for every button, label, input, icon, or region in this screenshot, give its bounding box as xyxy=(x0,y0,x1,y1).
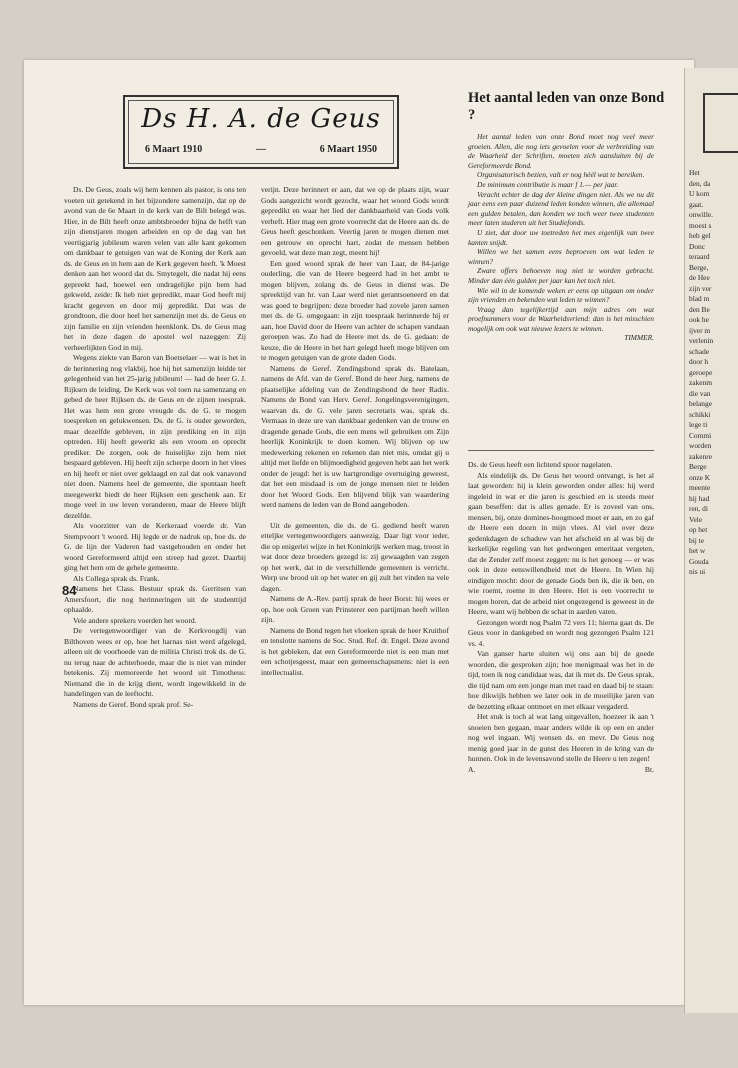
fragment-line: worden xyxy=(689,441,712,450)
article-title-box xyxy=(123,95,399,169)
paragraph: Namens de Geref. Zendingsbond sprak ds. Batelaan, namens de Afd. van de Geref. Bond de heer Jurg, namens de plaatselijke afdeling van de Zendingsbond de heer Radix. Namens de Bond van Herv. Geref. Jongelingsverenigingen, waarvan ds. de G. vele jaren secretaris was, sprak ds. Vermaas in deze ure van dankbaar gedenken van de trouw en dragende genade Gods, die een mens wil gebruiken om Zijn heerlijk Koninkrijk te doen komen. Wij blijven op uw medewerking rekenen en rekenen dan niet mis, omdat gij u altijd met liefde en blijmoedigheid gegeven hebt aan het werk onder de jeugd: het is uw hartgrondige overtuiging geweest, dat het een misdaad is om de jonge mensen niet te leiden door het Woord Gods. Een blijvend blijk van waardering werd namens de leden van de Bond aangeboden. xyxy=(261,363,449,509)
intro-paragraph: Wie wil in de komende weken er eens op uitgaan om onder zijn vrienden en bekenden wat leden te winnen? xyxy=(468,285,654,305)
adjacent-title-box xyxy=(703,93,738,153)
fragment-line: Vele xyxy=(689,514,703,524)
adjacent-page-edge xyxy=(684,68,738,1013)
fragment-line: heb gel xyxy=(689,231,711,240)
fragment-line: zakenm xyxy=(689,378,712,387)
paragraph: Namens het Class. Bestuur sprak ds. Gerritsen van Amersfoort, die nog herinneringen uit de studenttijd ophaalde. xyxy=(64,584,246,614)
fragment-line: onwille. xyxy=(689,210,714,219)
fragment-line: Het xyxy=(689,168,700,177)
fragment-line: ren, di xyxy=(689,504,708,513)
fragment-line: Berge xyxy=(689,462,707,471)
fragment-line: door h xyxy=(689,357,709,366)
fragment-line: moest s xyxy=(689,220,712,230)
fragment-line: nis ui xyxy=(689,567,706,576)
fragment-line: blad m xyxy=(689,294,710,303)
fragment-line: teraard xyxy=(689,252,710,261)
fragment-line: meente xyxy=(689,483,711,492)
paragraph: Namens de Geref. Bond sprak prof. Se- xyxy=(73,699,194,709)
adjacent-page-text xyxy=(689,168,737,578)
fragment-line: Donc xyxy=(689,241,706,251)
paragraph: Wegens ziekte van Baron van Boetselaer — wat is het in de herinnering nog vlakbij, hoe hij het samenzijn leidde ter gelegenheid van het 25-jarig jubileum! — had de heer G. J. Rijksen de leiding. De Kerk was vol toen na samenzang en gebed de heer Rijksen ds. de Geus en de zijnen toesprak. Het was hem een grote vreugde ds. de G. te mogen toespreken en gelukwensen. Ds. de G. is ouder geworden, maar dezelfde gebleven, in zijn prediking en in zijn optreden. Hij heeft gewerkt als een vroom en oprecht prediker. De zorgen, ook de huiselijke zijn hem niet bespaard gebleven. Hij heeft zijn scherpe doorn in het vlees en hij heeft er niet over geklaagd en zal dat ook vanavond niet doen. Namens heel de gemeente, die spontaan heeft meegewerkt biedt de heer Rijksen een geschenk aan. Er moge veel in uw leven veranderen, maar de Heere blijft dezelfde. xyxy=(64,353,246,520)
fragment-line: lege ti xyxy=(689,420,708,429)
article-dates xyxy=(145,144,377,155)
paragraph: Als voorzitter van de Kerkeraad voerde dr. Van Stempvoort 't woord. Hij legde er de nadruk op, hoe ds. de G. de lijn der Vaderen had vastgehouden en onder het woord Gereformeerd altijd een streep had gezet. Daarbij ging het hem om de gehele gemeente. xyxy=(64,521,246,572)
fragment-line: ijver m xyxy=(689,325,711,335)
paragraph: De vertegenwoordiger van de Kerkvoogdij van Bilthoven wees er op, hoe het harnas niet werd afgelegd, alleen uit de voorhoede van de militia Christi trok ds. de G. nu terug naar de achterhoede, maar die is niet van minder betekenis. Zij memoreerde het woord uit Timotheus: Niemand die in de krijg dient, wordt ingewikkeld in de handelingen van de leeftocht. xyxy=(64,626,246,698)
intro-paragraph: Veracht echter de dag der kleine dingen niet. Als we nu dit jaar eens een paar duizend leden konden winnen, die allemaal een gulden betalen, dan konden we toch weer twee studenten meer laten studeren uit het Studiefonds. xyxy=(468,189,654,228)
signoff xyxy=(468,765,654,776)
fragment-line: het w xyxy=(689,546,706,555)
fragment-line: onze K xyxy=(689,472,711,482)
date-dash: — xyxy=(256,144,266,155)
signoff-left: A. xyxy=(468,764,476,774)
page-number: 84 xyxy=(62,583,77,598)
fragment-line: zakenre xyxy=(689,451,712,461)
fragment-line: den, da xyxy=(689,178,711,188)
intro-paragraph: Organisatorisch bezien, valt er nog héél wat te bereiken. xyxy=(477,170,645,180)
paragraph: Als eindelijk ds. De Geus het woord ontvangt, is het al laat geworden: hij is klein geworden onder alles: hij werd ingeleid in wat er die jaren is geschied en is steeds meer gaan beseffen: dat is alles genade. Er is zoveel van ons, mensen, bij, onze domines-hoogmoed moet er aan, en zo gaf de Heere een doorn in mijn vlees. Al viel over deze gedenkdagen de schaduw van het afscheid en al was bij de kerkelijke regeling van het gedwongen emeritaat vergeten, dat de Zender zelf moest zeggen: nu is het genoeg — er was ook in deze eenswillendheid met de Heere. In Wien hij eindigen mocht: door de genade Gods ben ik, die ik ben, en wie roemt, roeme in den Heere. Het is een voorrecht te mogen horen, dat de arbeid niet ongezegend is geweest in de Heere, want wij hebben de schat in aarden vaten. xyxy=(468,470,654,616)
intro-paragraph: Het aantal leden van onze Bond moet nog veel meer groeien. Allen, die nog iets gevoelen voor de verbreiding van de Waarheid der Schriften, moeten zich aansluiten bij de Gereformeerde Bond. xyxy=(468,132,654,170)
fragment-line: bij te xyxy=(689,535,704,545)
fragment-line: Gouda xyxy=(689,556,709,566)
intro-paragraph: Zware offers behoeven nog niet te worden gebracht. Minder dan één gulden per jaar kan het toch niet. xyxy=(468,266,654,285)
date-right: 6 Maart 1950 xyxy=(319,144,377,155)
paragraph: Het stuk is toch al wat lang uitgevallen, hoezeer ik aan 't snoeien ben gegaan, maar anders wilde ik op een en ander nog wel ingaan. Wij wensen ds. en mevr. De Geus nog menig goed jaar in de gunst des Heeren in de kring van de hunnen. Ook in de levensavond stelle de Heere u ten zegen! xyxy=(468,712,654,763)
intro-paragraph: Willen we het samen eens beproeven om wat leden te winnen? xyxy=(468,247,654,266)
section-divider xyxy=(468,450,654,451)
paragraph: verijn. Deze herinnert er aan, dat we op de plaats zijn, waar Gods aangezicht wordt gezocht, waar het woord Gods wordt gepredikt en waar het lied der dankbaarheid van Gods volk verheft. Hier mag een grote voorrecht dat de Heere aan ds. de Geus heeft geschonken. Veertig jaren te mogen dienen met een getrouw en oprecht hart, zodat de mensen hebben gevoeld, wat deze man zegt, meent hij! xyxy=(261,185,449,257)
fragment-line: gaat. xyxy=(689,199,704,209)
paragraph: Namens de A.-Rev. partij sprak de heer Borst: hij wees er op, hoe ook Groen van Prinsterer een partijman heeft willen zijn. xyxy=(261,594,449,624)
paragraph: Ds. de Geus heeft een lichtend spoor nagelaten. xyxy=(468,460,613,469)
fragment-line: schikki xyxy=(689,409,711,419)
paragraph: Namens de Bond tegen het vloeken sprak de heer Kruithof en tenslotte namens de Soc. Stud. Ref. dr. Engel. Deze avond is het gebleken, dat een Gereformeerde niet is een man met een schotjesgeest, maar een gemeenschapsmens: niet is een intellectualist. xyxy=(261,625,449,677)
sidebar-intro xyxy=(468,132,654,343)
intro-paragraph: U ziet, dat door uw toetreden het mes eigenlijk van twee kanten snijdt. xyxy=(468,227,654,247)
fragment-line: geroepe xyxy=(689,367,713,377)
paragraph: Gezongen wordt nog Psalm 72 vers 11; hierna gaat ds. De Geus voor in dankgebed en wordt nog gezongen Psalm 121 vs. 4. xyxy=(468,617,654,648)
fragment-line: hij had xyxy=(689,493,710,503)
magazine-page xyxy=(24,60,694,1005)
paragraph: Vele andere sprekers voerden het woord. xyxy=(73,615,197,625)
fragment-line: die van xyxy=(689,388,711,398)
paragraph: Ds. De Geus, zoals wij hem kennen als pastor, is ons ten voeten uit getekend in het bijzondere samenzijn, dat op de avond van de 6e Maart in de kerk van de Bilt belegd was. Hier, in de Bilt heeft onze ambtsbroeder bijna de helft van zijn dienstjaren mogen arbeiden en op de dag van het veertigjarig jubileum waren velen van alle kant gekomen om dankbaar te getuigen van wat de Koning der Kerk aan ds. de Geus en in hem aan de Kerk gegeven heeft. 'k Moest denken aan het woord dat ds. Smytegelt, die nadat hij eens gepreekt had, hoewel een ondragelijke pijn hem had gekweld, zeide: Ik heb niet gepredikt, maar God heeft mij kracht gegeven en door mij gepredikt. Dat was de grondtoon, die door heel het samenzijn met ds. de Geus en zijn familie en zijn vrienden heenklonk. Ds. de Geus mag het in deze dagen de apostel wel nazeggen: Zij verheerlijkten God in mij. xyxy=(64,185,246,352)
article-column-1 xyxy=(64,185,246,710)
sidebar-heading: Het aantal leden van onze Bond ? xyxy=(468,90,665,123)
fragment-line: U kom xyxy=(689,189,710,198)
paragraph: Als Collega sprak ds. Frank. xyxy=(73,573,160,583)
article-title: Ds H. A. de Geus xyxy=(141,104,381,134)
fragment-line: zijn ver xyxy=(689,283,712,293)
intro-paragraph: Vraag dan tegelijkertijd aan mijn adres om wat proefnummers voor de Waarheidsvriend: dan is het misschien mogelijk om ook wat nieuwe lezers te winnen. xyxy=(468,304,654,333)
signoff-right: Bt. xyxy=(644,764,654,774)
paragraph: Van ganser harte sluiten wij ons aan bij de goede woorden, die gesproken zijn; hoe menigmaal was het in de tijd, toen ik nog candidaat was, dat ik met ds. De Geus sprak, die tijd nam om een jonge man met raad en daad bij te staan: hoe dikwijls hebben we later ook in de moeilijke jaren van de bezetting elkaar ontmoet en met elkaar vergaderd. xyxy=(468,649,655,711)
fragment-line: Commi xyxy=(689,430,712,440)
date-left: 6 Maart 1910 xyxy=(145,144,203,155)
article-column-2 xyxy=(261,185,449,678)
fragment-line: ook he xyxy=(689,315,709,324)
paragraph: Een goed woord sprak de heer van Laar, de 84-jarige ouderling, die van de Heere begeerd had in het ambt te mogen blijven, zolang ds. de Geus in dienst was. De spreektijd van hr. van Laar werd niet gerantsoeneerd en dat was goed te begrijpen: deze broeder had zovele jaren samen met ds. de G. omgegaan: in zijn toespraak herinnerde hij er aan, hoe David door de Heere van achter de schapen vandaan geroepen was. Zo had de Heere met ds. de G. gedaan: de keuze, die de Heere in het hart gelegd heeft moge blijven om te mogen getuigen van de grote daden Gods. xyxy=(261,258,449,362)
fragment-line: Berge, xyxy=(689,262,709,272)
paragraph: Uit de gemeenten, die ds. de G. gediend heeft waren etteljke vertegenwoordigers aanwezig. Daar ligt voor ieder, die op enigerlei wijze in het Koninkrijk werken mag, troost in wat door deze broeders gezegd is: zij gewaagden van zegen op het werk, dat in de verschillende gemeenten is verricht. Werp uw brood uit op het water en gij zult het vinden na vele dagen. xyxy=(261,520,449,593)
fragment-line: op het xyxy=(689,525,708,534)
fragment-line: schade xyxy=(689,346,710,356)
intro-paragraph: De minimum contributie is maar f 1.— per jaar. xyxy=(477,179,619,189)
sidebar-signature: TIMMER. xyxy=(624,333,654,343)
fragment-line: den Be xyxy=(689,304,710,314)
fragment-line: de Hee xyxy=(689,273,710,282)
fragment-line: verlenin xyxy=(689,336,714,345)
fragment-line: belange xyxy=(689,399,712,408)
article-column-3 xyxy=(468,460,654,775)
